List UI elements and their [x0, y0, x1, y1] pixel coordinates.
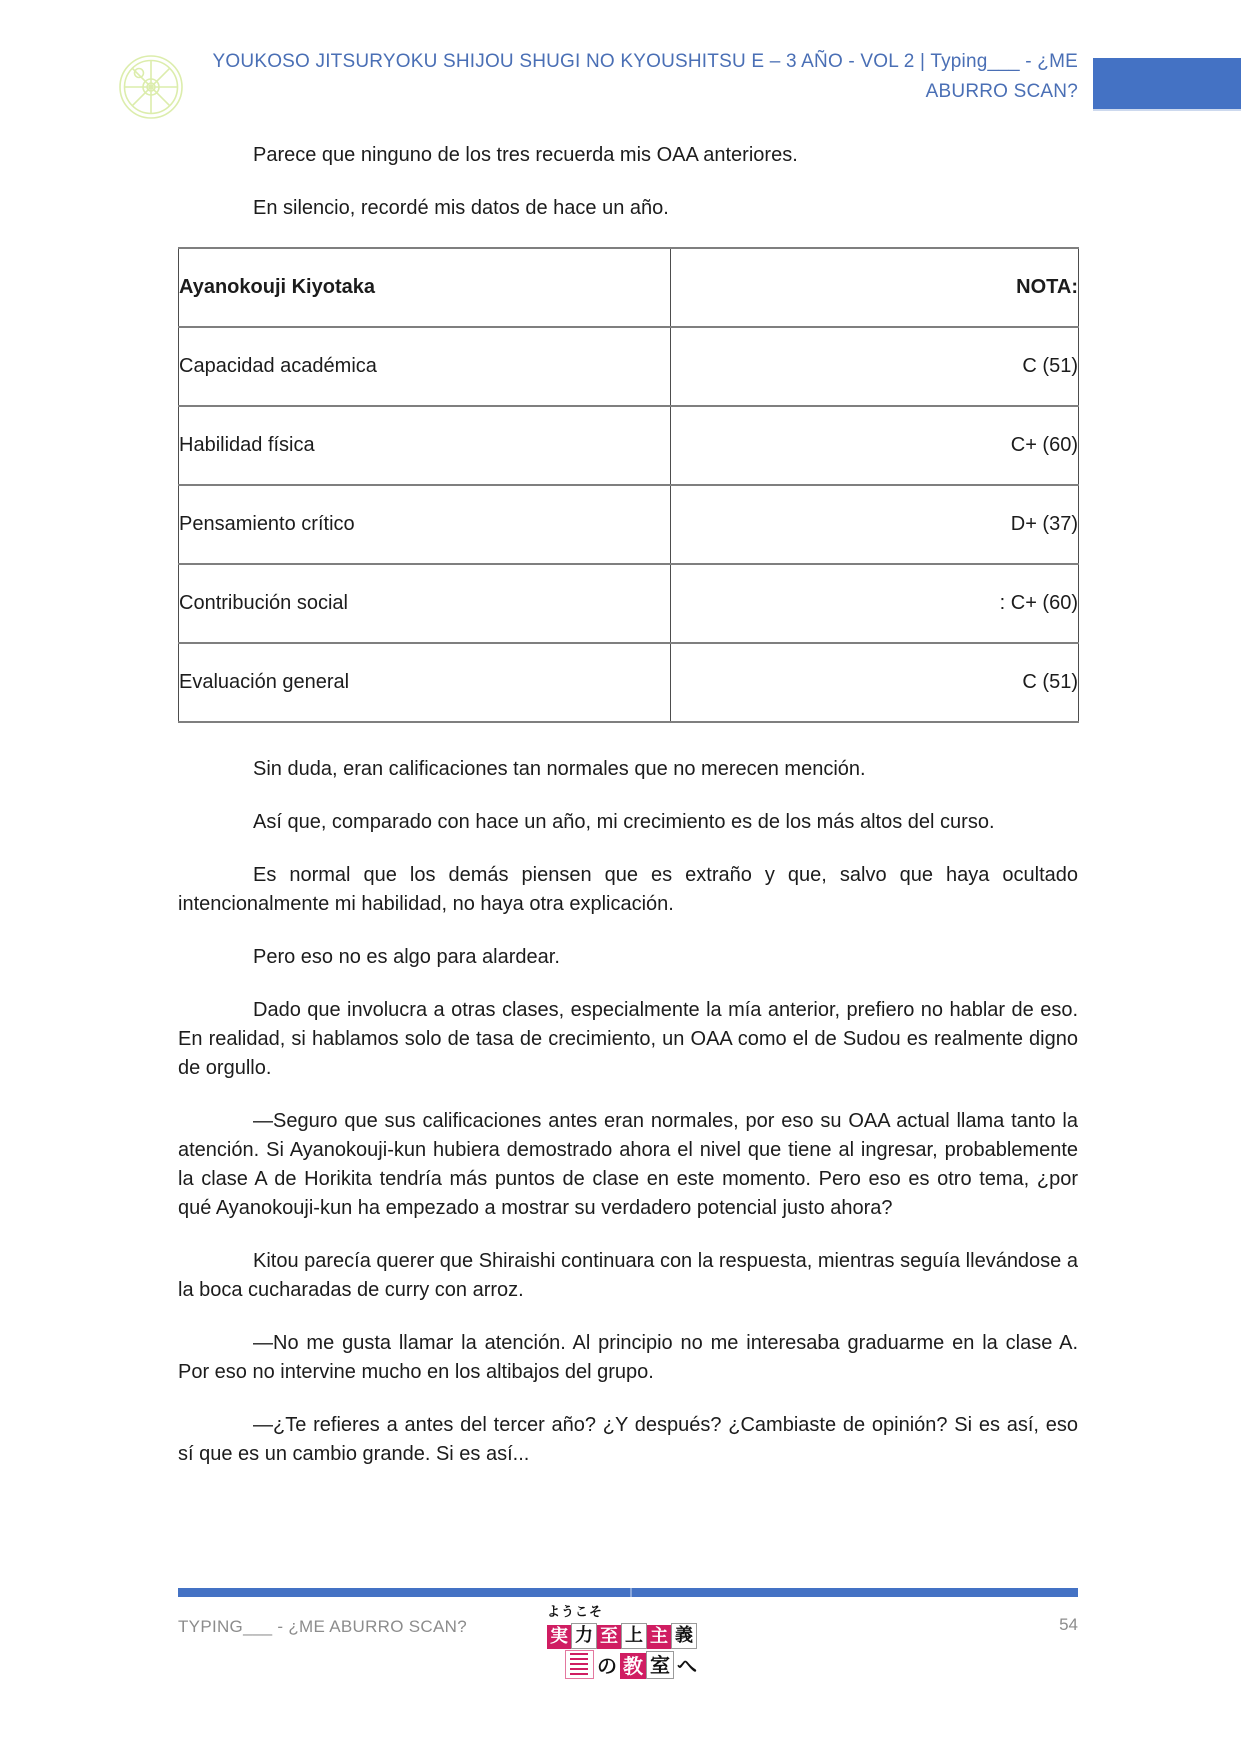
paragraph: —¿Te refieres a antes del tercer año? ¿Y después? ¿Cambiaste de opinión? Si es así, eso sí que es un cambio grande. Si es así...	[178, 1414, 1078, 1465]
logo-row-1	[547, 1623, 700, 1649]
logo-char: 主	[647, 1625, 671, 1649]
footer-divider-bar	[178, 1588, 1078, 1597]
logo-char: 教	[620, 1653, 646, 1679]
logo-row-2	[565, 1650, 700, 1679]
table-row	[179, 643, 1079, 722]
logo-char: 至	[597, 1625, 621, 1649]
page-body	[178, 141, 1078, 1493]
table-row	[179, 564, 1079, 643]
stat-label: Capacidad académica	[179, 327, 671, 406]
stat-value: D+ (37)	[671, 485, 1079, 564]
stat-label: Evaluación general	[179, 643, 671, 722]
logo-char: 上	[621, 1623, 647, 1649]
table-row	[179, 406, 1079, 485]
stat-value: C (51)	[671, 643, 1079, 722]
paragraph: Así que, comparado con hace un año, mi crecimiento es de los más altos del curso.	[253, 811, 995, 833]
logo-fine-print-block	[565, 1650, 594, 1679]
logo-char: 力	[571, 1623, 597, 1649]
stat-value: C+ (60)	[671, 406, 1079, 485]
paragraph: Pero eso no es algo para alardear.	[253, 946, 560, 968]
document-title	[158, 47, 1078, 107]
logo-char: の	[597, 1654, 617, 1678]
table-row	[179, 485, 1079, 564]
paragraph: Kitou parecía querer que Shiraishi continuara con la respuesta, mientras seguía llevándose a la boca cucharadas de curry con arroz.	[178, 1250, 1078, 1301]
table-header-row	[179, 248, 1079, 327]
student-name-cell: Ayanokouji Kiyotaka	[179, 248, 671, 327]
oaa-stats-table	[178, 247, 1079, 723]
logo-char: 実	[547, 1625, 571, 1649]
logo-char: 義	[671, 1623, 697, 1649]
stat-label: Habilidad física	[179, 406, 671, 485]
footer-scanlation-credit: TYPING___ - ¿ME ABURRO SCAN?	[178, 1617, 467, 1636]
table-row	[179, 327, 1079, 406]
paragraph: Es normal que los demás piensen que es extraño y que, salvo que haya ocultado intencionalmente mi habilidad, no haya otra explicación.	[178, 864, 1078, 915]
paragraph: Dado que involucra a otras clases, especialmente la mía anterior, prefiero no hablar de eso. En realidad, si hablamos solo de tasa de crecimiento, un OAA como el de Sudou es realmente digno de orgullo.	[178, 999, 1078, 1079]
stat-label: Contribución social	[179, 564, 671, 643]
logo-char: へ	[677, 1654, 697, 1678]
paragraph: —Seguro que sus calificaciones antes eran normales, por eso su OAA actual llama tanto la atención. Si Ayanokouji-kun hubiera demostrado ahora el nivel que tiene al ingresar, probablemente la clase A de Horikita tendría más puntos de clase en este momento. Pero eso es otro tema, ¿por qué Ayanokouji-kun ha empezado a mostrar su verdadero potencial justo ahora?	[178, 1110, 1078, 1219]
page-number: 54	[1059, 1615, 1078, 1634]
logo-char: 室	[646, 1651, 674, 1679]
classroom-of-the-elite-logo	[547, 1605, 700, 1679]
paragraph: Parece que ninguno de los tres recuerda mis OAA anteriores.	[253, 144, 798, 166]
nota-header-cell: NOTA:	[671, 248, 1079, 327]
document-title-line2: ABURRO SCAN?	[925, 81, 1078, 102]
paragraph: En silencio, recordé mis datos de hace un año.	[253, 197, 669, 219]
stat-value: C (51)	[671, 327, 1079, 406]
paragraph: Sin duda, eran calificaciones tan normales que no merecen mención.	[253, 758, 866, 780]
header-accent-box	[1093, 58, 1241, 111]
stat-value: : C+ (60)	[671, 564, 1079, 643]
footer-bar-notch	[630, 1588, 632, 1597]
paragraph: —No me gusta llamar la atención. Al principio no me interesaba graduarme en la clase A. Por eso no intervine mucho en los altibajos del grupo.	[178, 1332, 1078, 1383]
stat-label: Pensamiento crítico	[179, 485, 671, 564]
logo-yokoso-text: ようこそ	[547, 1605, 604, 1620]
document-title-line1: YOUKOSO JITSURYOKU SHIJOU SHUGI NO KYOUSHITSU E – 3 AÑO - VOL 2 | Typing___ - ¿ME	[212, 51, 1078, 72]
